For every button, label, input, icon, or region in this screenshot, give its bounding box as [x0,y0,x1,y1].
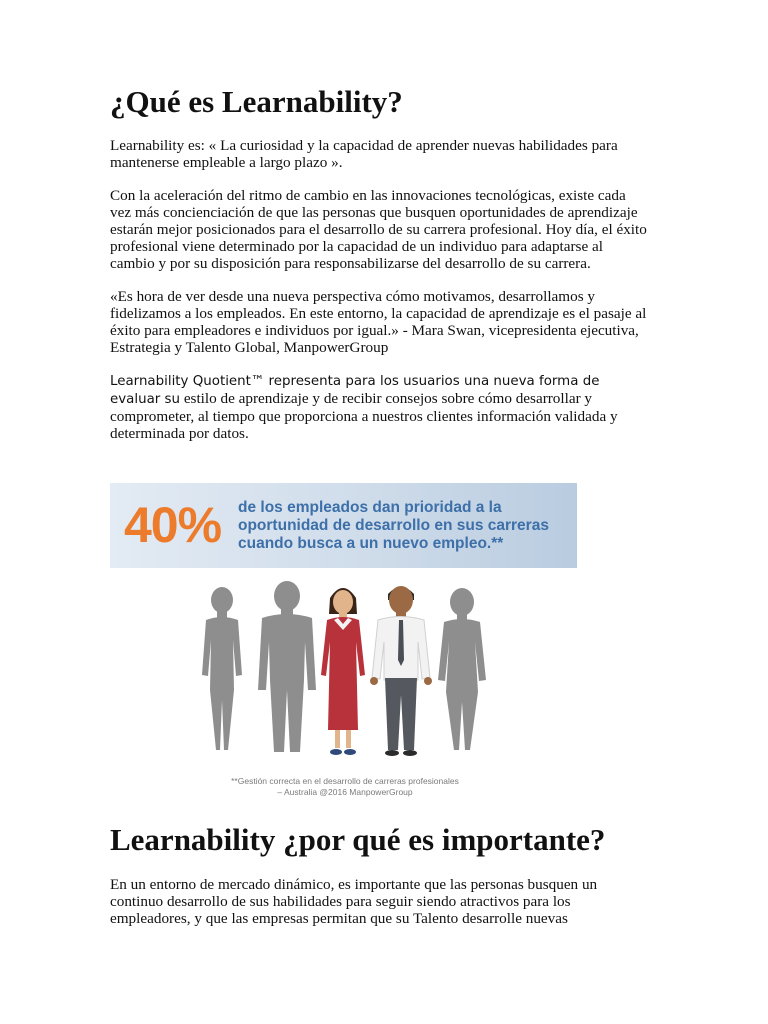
statistic-percent: 40% [124,497,222,553]
quotient-lead: Learnability Quotient™ representa para los usuarios una nueva forma de evaluar su [110,374,600,407]
caption-line-1: **Gestión correcta en el desarrollo de carreras profesionales [231,776,459,786]
heading-why-important: Learnability ¿por qué es importante? [110,822,606,857]
silhouette-woman-left [202,587,242,750]
silhouette-man-left [258,581,316,752]
quote-paragraph: «Es hora de ver desde una nueva perspectiva cómo motivamos, desarrollamos y fidelizamos a los empleados. En este entorno, la capacidad de aprendizaje es el pasaje al éxito para empleadores e individuos por igual.» - Mara Swan, vicepresidenta ejecutiva, Estrategia y Talento Global, ManpowerGroup [110,288,647,356]
infographic-caption [200,776,490,798]
quotient-paragraph [110,372,650,442]
heading-what-is-learnability: ¿Qué es Learnability? [110,84,403,119]
statistic-banner [110,483,577,568]
context-paragraph: Con la aceleración del ritmo de cambio en las innovaciones tecnológicas, existe cada vez más concienciación de que las personas que busquen oportunidades de aprendizaje estarán mejor posicionados para el desarrollo de su carrera profesional. Hoy día, el éxito profesional viene determinado por la capacidad de un individuo para adaptarse al cambio y por su disposición para responsabilizarse del desarrollo de su carrera. [110,187,647,272]
quotient-rest: estilo de aprendizaje y de recibir consejos sobre cómo desarrollar y comprometer, al tiempo que proporciona a nuestros clientes información validada y determinada por datos. [110,390,618,442]
caption-line-2: – Australia @2016 ManpowerGroup [277,787,413,797]
silhouette-woman-right [438,588,486,750]
employees-illustration [200,580,500,760]
statistic-statement: de los empleados dan prioridad a la oportunidad de desarrollo en sus carreras cuando busca a un nuevo empleo.** [238,499,549,552]
importance-paragraph: En un entorno de mercado dinámico, es importante que las personas busquen un continuo desarrollo de sus habilidades para seguir siendo atractivos para los empleadores, y que las empresas permitan que su Talento desarrolle nuevas [110,876,598,927]
definition-paragraph: Learnability es: « La curiosidad y la capacidad de aprender nuevas habilidades para mantenerse empleable a largo plazo ». [110,137,618,171]
man-white-shirt [370,586,432,756]
woman-red-dress [321,588,365,755]
